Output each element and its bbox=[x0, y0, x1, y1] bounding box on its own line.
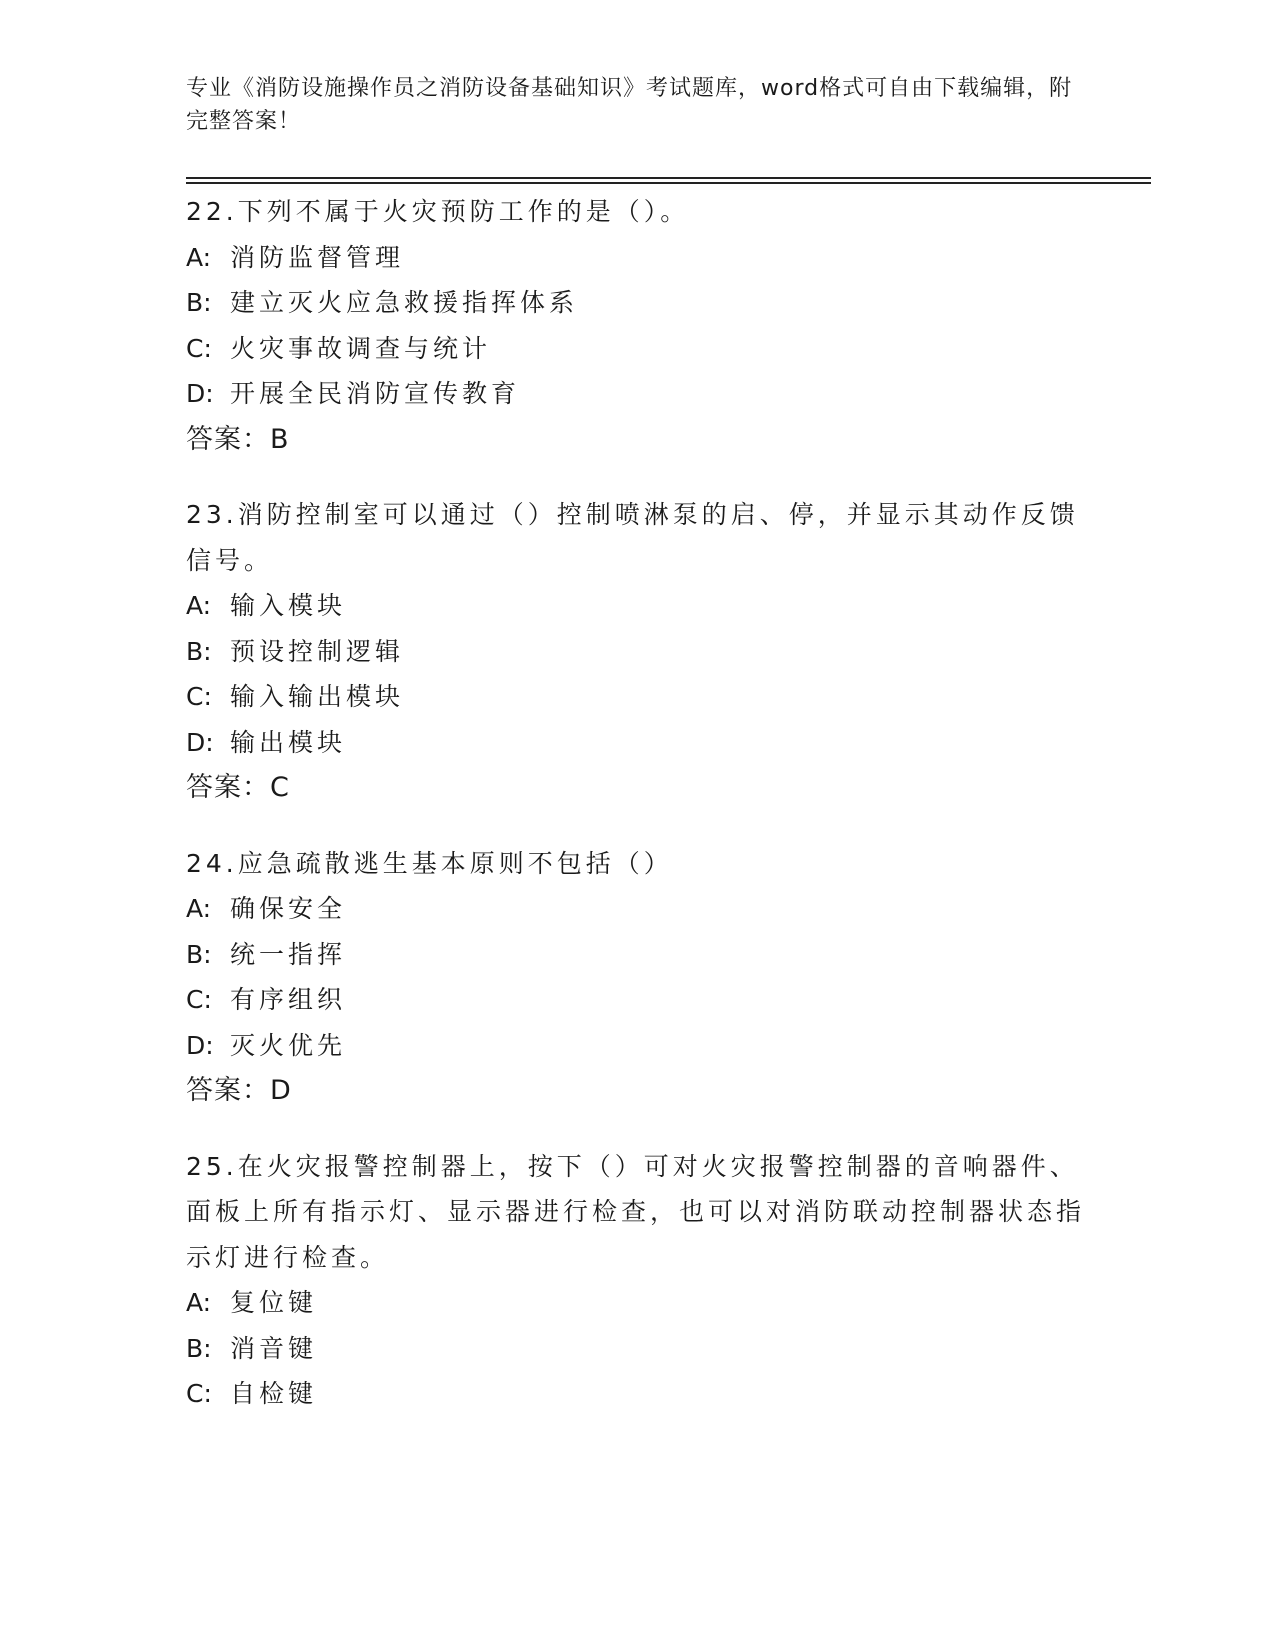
question-22 bbox=[186, 189, 1086, 462]
option-b bbox=[186, 1326, 1086, 1372]
option-key: C: bbox=[186, 985, 212, 1014]
option-text: 有序组织 bbox=[230, 985, 347, 1014]
option-text: 开展全民消防宣传教育 bbox=[230, 379, 521, 408]
question-stem: 23.消防控制室可以通过（）控制喷淋泵的启、停，并显示其动作反馈信号。 bbox=[186, 500, 1079, 575]
header-divider-bottom bbox=[186, 182, 1151, 184]
question-stem: 22.下列不属于火灾预防工作的是（）。 bbox=[186, 197, 690, 226]
option-a bbox=[186, 583, 1086, 629]
option-key: C: bbox=[186, 1379, 212, 1408]
option-text: 自检键 bbox=[230, 1379, 318, 1408]
option-c bbox=[186, 326, 1086, 372]
option-key: D: bbox=[186, 379, 214, 408]
option-c bbox=[186, 674, 1086, 720]
option-b bbox=[186, 280, 1086, 326]
option-key: D: bbox=[186, 727, 214, 757]
option-key: A: bbox=[186, 894, 212, 923]
option-d bbox=[186, 371, 1086, 417]
option-text: 输出模块 bbox=[230, 727, 347, 757]
option-key: B: bbox=[186, 1333, 212, 1363]
option-c bbox=[186, 1371, 1086, 1417]
question-25 bbox=[186, 1144, 1086, 1417]
question-23 bbox=[186, 492, 1086, 811]
option-key: C: bbox=[186, 682, 212, 711]
option-key: B: bbox=[186, 636, 212, 666]
option-key: A: bbox=[186, 591, 212, 620]
option-text: 统一指挥 bbox=[230, 939, 347, 969]
option-a bbox=[186, 886, 1086, 932]
question-24 bbox=[186, 841, 1086, 1114]
option-key: A: bbox=[186, 242, 212, 272]
option-b bbox=[186, 629, 1086, 675]
header-divider-top bbox=[186, 177, 1151, 179]
document-header: 专业《消防设施操作员之消防设备基础知识》考试题库，word格式可自由下载编辑，附完整答案！ bbox=[186, 76, 1073, 134]
option-text: 复位键 bbox=[230, 1288, 318, 1317]
option-text: 消音键 bbox=[230, 1333, 318, 1363]
option-d bbox=[186, 720, 1086, 766]
option-a bbox=[186, 1280, 1086, 1326]
option-key: B: bbox=[186, 939, 212, 969]
question-stem: 25.在火灾报警控制器上，按下（）可对火灾报警控制器的音响器件、面板上所有指示灯、显示器进行检查，也可以对消防联动控制器状态指示灯进行检查。 bbox=[186, 1151, 1086, 1272]
option-text: 建立灭火应急救援指挥体系 bbox=[230, 288, 579, 317]
answer-line: 答案：D bbox=[186, 1075, 292, 1106]
question-list bbox=[186, 189, 1086, 1447]
option-a bbox=[186, 235, 1086, 281]
option-key: C: bbox=[186, 333, 212, 363]
option-text: 确保安全 bbox=[230, 894, 347, 923]
option-c bbox=[186, 977, 1086, 1023]
option-key: B: bbox=[186, 288, 212, 317]
option-key: A: bbox=[186, 1288, 212, 1317]
option-text: 火灾事故调查与统计 bbox=[230, 333, 492, 363]
answer-line: 答案：B bbox=[186, 423, 290, 455]
option-text: 预设控制逻辑 bbox=[230, 636, 405, 666]
option-text: 输入模块 bbox=[230, 591, 347, 620]
option-text: 消防监督管理 bbox=[230, 242, 405, 272]
answer-line: 答案：C bbox=[186, 772, 290, 803]
option-d bbox=[186, 1023, 1086, 1069]
option-b bbox=[186, 932, 1086, 978]
option-text: 灭火优先 bbox=[230, 1030, 347, 1060]
question-stem: 24.应急疏散逃生基本原则不包括（） bbox=[186, 848, 673, 878]
option-text: 输入输出模块 bbox=[230, 682, 405, 711]
option-key: D: bbox=[186, 1030, 214, 1060]
